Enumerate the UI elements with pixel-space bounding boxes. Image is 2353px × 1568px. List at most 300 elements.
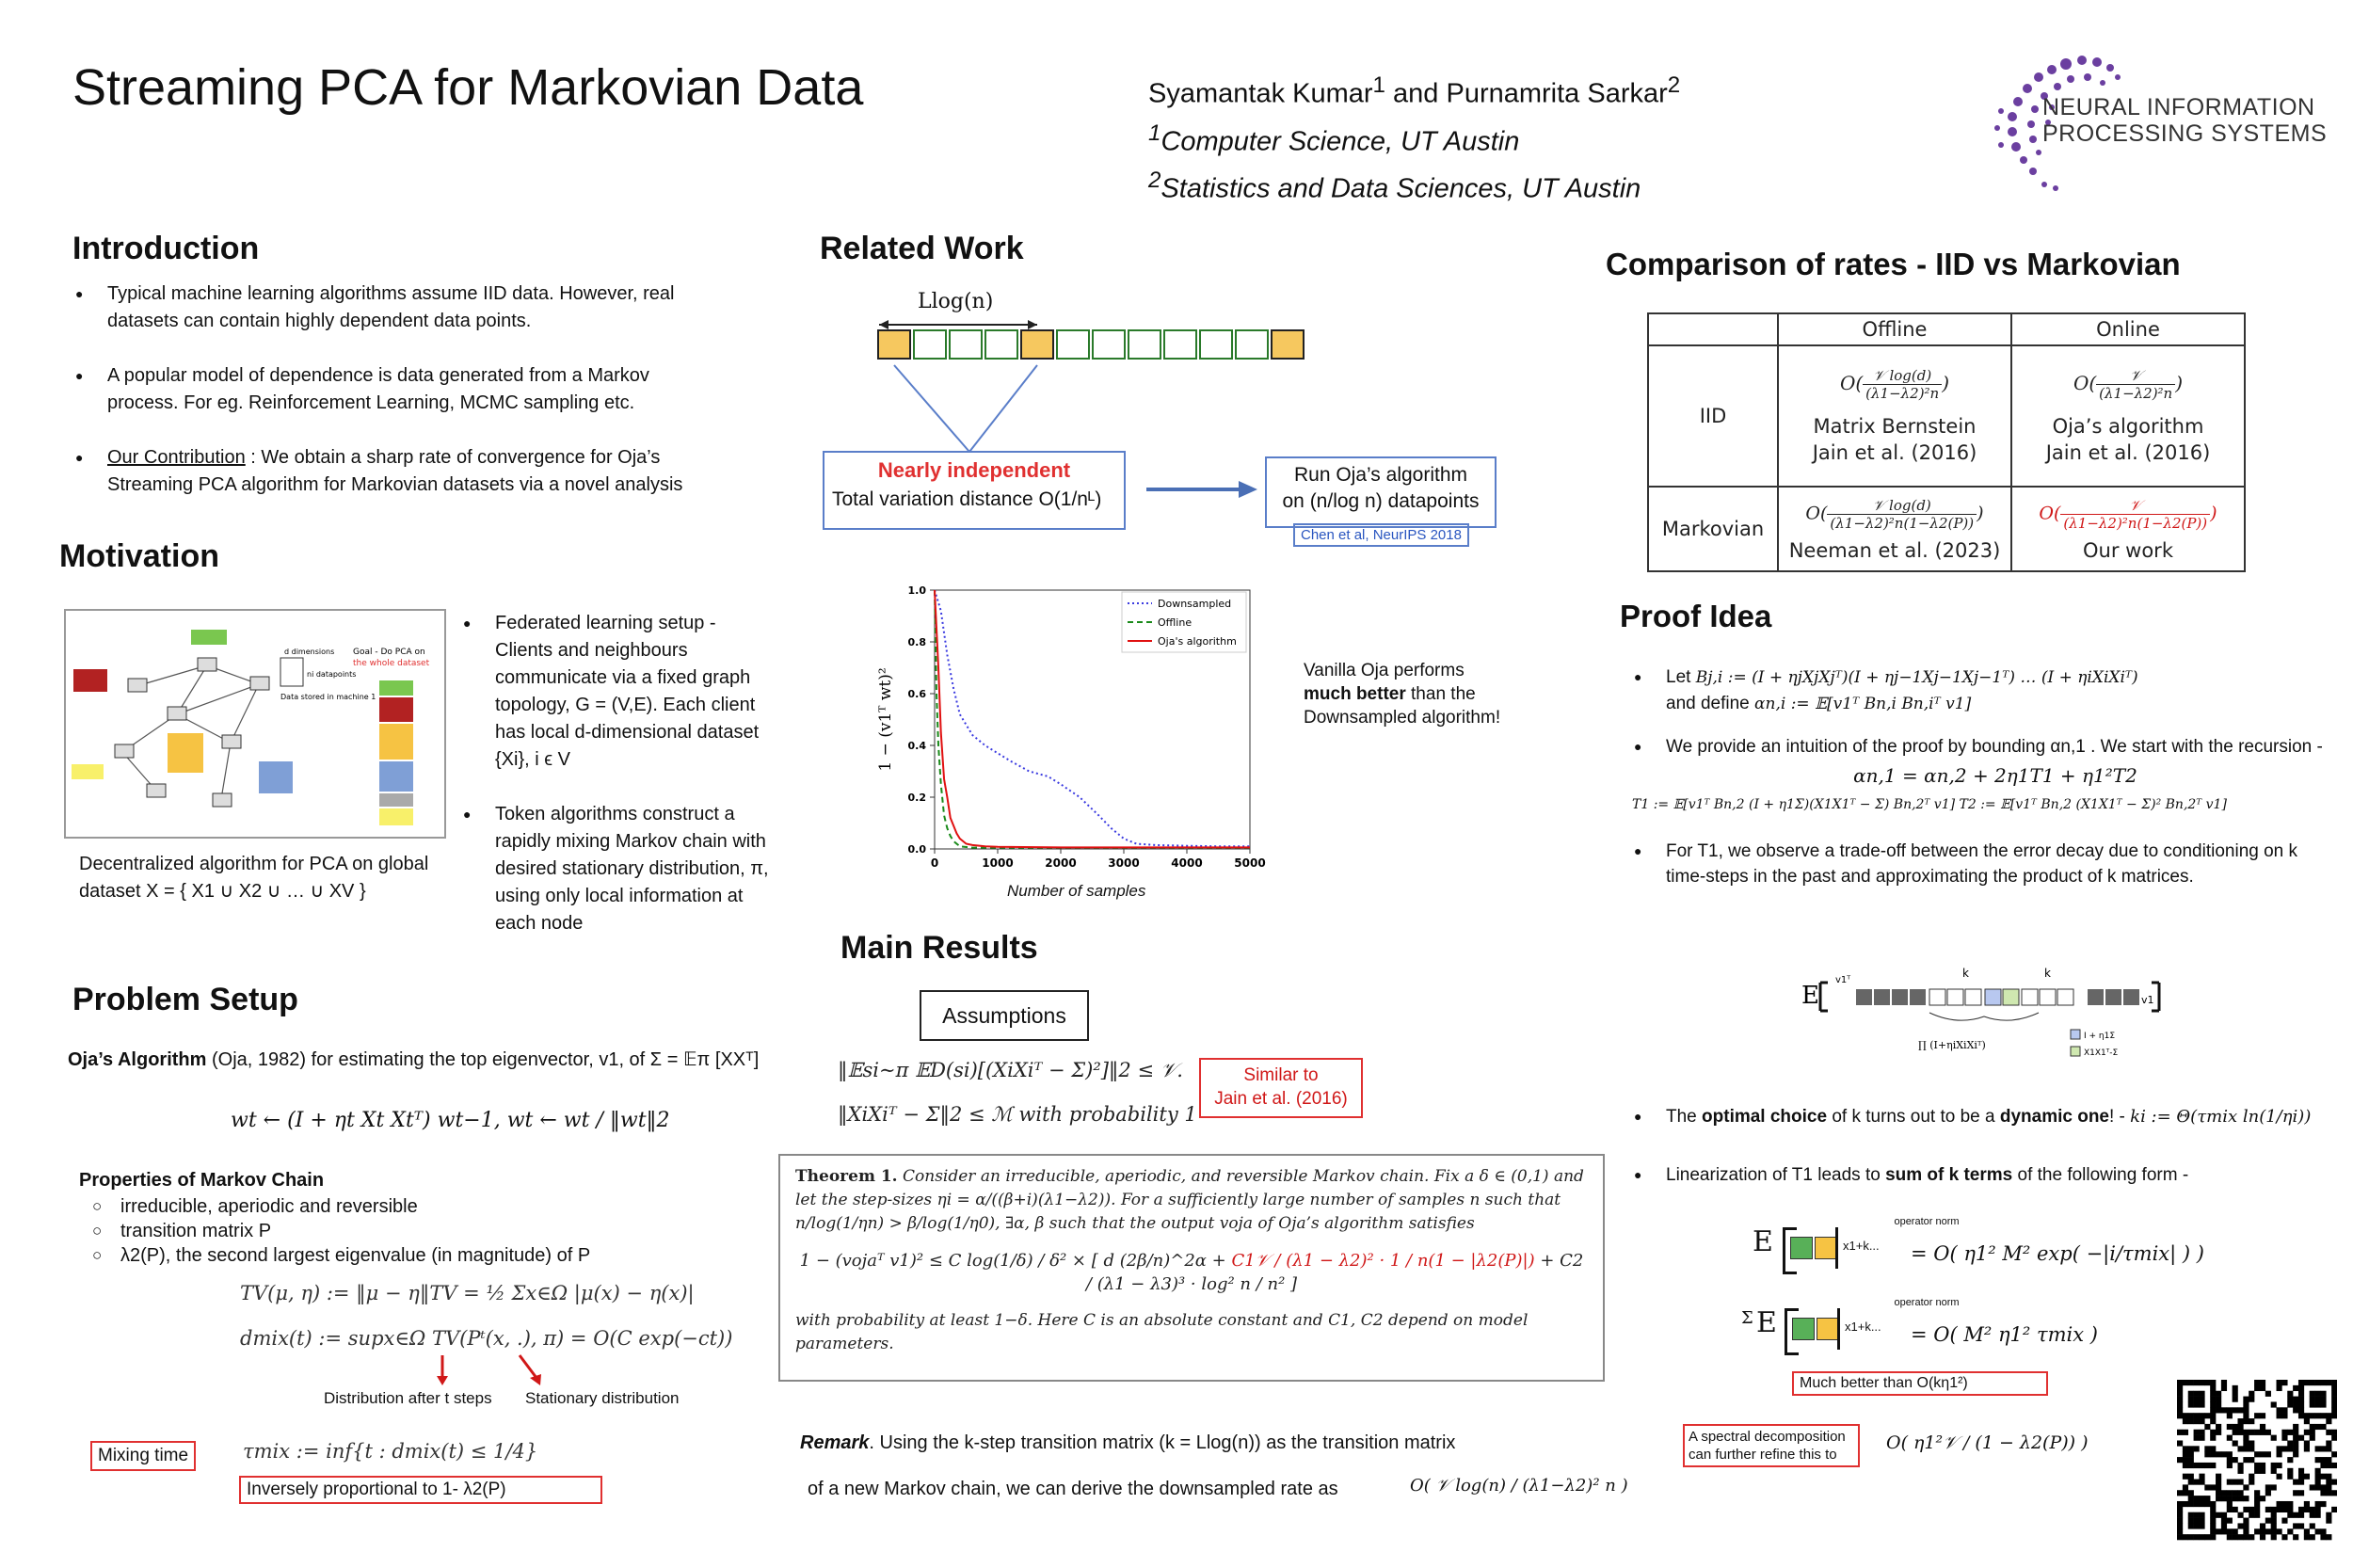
qr-module [2293,1424,2298,1430]
qr-module [2249,1534,2254,1540]
qr-module [2210,1391,2216,1397]
qr-module [2210,1501,2216,1507]
run-oja-line1: Run Oja’s algorithm [1293,464,1468,486]
qr-module [2237,1463,2243,1468]
qr-module [2281,1518,2287,1524]
svg-text:I + η1Σ: I + η1Σ [2084,1032,2116,1041]
qr-module [2194,1496,2200,1501]
client-data-red [73,669,107,692]
qr-module [2249,1391,2254,1397]
qr-module [2243,1446,2249,1451]
qr-module [2188,1490,2194,1496]
spectral-line1: A spectral decomposition [1689,1429,1846,1445]
qr-module [2326,1413,2331,1418]
qr-module [2293,1401,2298,1407]
qr-module [2216,1451,2221,1457]
qr-module [2188,1380,2194,1385]
qr-module [2281,1534,2287,1540]
iid-offline-name: Matrix Bernstein [1813,414,1977,438]
remark-rate: O( 𝒱 log(n) / (λ1−λ2)² n ) [1410,1476,1628,1496]
qr-module [2188,1391,2194,1397]
qr-module [2298,1468,2304,1474]
oja-update-eq: wt ← (I + ηt Xt Xtᵀ) wt−1, wt ← wt / ‖wt‖2 [231,1109,670,1132]
qr-module [2199,1496,2204,1501]
qr-module [2249,1512,2254,1518]
qr-module [2177,1518,2183,1524]
qr-module [2243,1413,2249,1418]
qr-module [2227,1501,2233,1507]
qr-module [2243,1397,2249,1402]
qr-module [2210,1463,2216,1468]
qr-module [2221,1528,2227,1534]
remark-label: Remark [800,1432,870,1453]
qr-module [2287,1474,2293,1480]
qr-module [2216,1490,2221,1496]
proof-bullets [1632,664,2325,897]
linearization-eq-2: Σ E x1+k... operator norm = O( M² η1² τmix ) [1741,1295,2231,1380]
tv-eq: TV(μ, η) := ‖μ − η‖TV = ½ Σx∈Ω |μ(x) − η(x)| [240,1282,695,1304]
qr-module [2199,1435,2204,1441]
qr-module [2298,1474,2304,1480]
qr-module [2310,1380,2315,1385]
qr-module [2188,1446,2194,1451]
oja-label: Oja’s Algorithm [68,1049,207,1070]
qr-module [2177,1507,2183,1512]
prop-1: ○ irreducible, aperiodic and reversible [120,1194,794,1219]
spectral-box [1683,1424,1860,1467]
qr-module [2260,1413,2265,1418]
row-markovian: Markovian [1648,487,1778,571]
convergence-plot [855,579,1269,899]
qr-module [2233,1430,2238,1435]
qr-module [2227,1534,2233,1540]
iid-online-den: (λ1−λ2)²n [2099,384,2173,402]
qr-module [2298,1507,2304,1512]
qr-module [2320,1490,2326,1496]
qr-module [2293,1512,2298,1518]
qr-module [2233,1507,2238,1512]
qr-module [2233,1528,2238,1534]
qr-module [2216,1484,2221,1490]
qr-module [2243,1507,2249,1512]
qr-module [2199,1474,2204,1480]
qr-module [2210,1435,2216,1441]
qr-module [2183,1463,2188,1468]
intro-section [73,280,713,526]
qr-module [2320,1413,2326,1418]
client-data-green [191,630,227,645]
qr-module [2199,1418,2204,1424]
recursion-eq: αn,1 = αn,2 + 2η1T1 + η1²T2 [1853,764,2137,787]
proof-let: Let [1666,667,1691,687]
svg-text:v1ᵀ: v1ᵀ [1835,975,1851,985]
qr-module [2227,1451,2233,1457]
qr-module [2204,1446,2210,1451]
qr-module [2237,1496,2243,1501]
qr-module [2277,1407,2282,1413]
qr-module [2237,1418,2243,1424]
qr-module [2331,1507,2337,1512]
qr-module [2331,1430,2337,1435]
qr-module [2265,1451,2271,1457]
qr-module [2260,1424,2265,1430]
qr-module [2199,1413,2204,1418]
qr-module [2227,1490,2233,1496]
qr-module [2177,1401,2183,1407]
qr-module [2265,1518,2271,1524]
remark-text: . Using the k-step transition matrix (k = Llog(n)) as the transition matrix [869,1432,1456,1453]
qr-module [2194,1413,2200,1418]
qr-code[interactable] [2177,1380,2337,1542]
prop-2: ○ transition matrix P [120,1219,794,1243]
qr-module [2320,1484,2326,1490]
qr-module [2216,1528,2221,1534]
qr-module [2320,1501,2326,1507]
x-tick-label: 2000 [1045,856,1077,870]
iid-offline-num: 𝒱 log(d) [1863,367,1942,385]
qr-module [2188,1451,2194,1457]
y-tick-label: 0.0 [907,843,926,856]
qr-module [2326,1484,2331,1490]
dmix-eq: dmix(t) := supx∈Ω TV(Pᵗ(x, .), π) = O(C exp(−ct)) [240,1327,733,1350]
qr-module [2254,1496,2260,1501]
qr-module [2233,1490,2238,1496]
convergence-chart [855,579,1269,908]
qr-module [2227,1435,2233,1441]
k-label-1: k [1962,967,1969,980]
qr-module [2194,1501,2200,1507]
qr-module [2293,1397,2298,1402]
iid-online-cite: Jain et al. (2016) [2045,440,2211,464]
qr-module [2326,1446,2331,1451]
qr-module [2243,1496,2249,1501]
legend-label-0: Downsampled [1158,598,1232,610]
qr-module [2304,1501,2310,1507]
chen-citation: Chen et al, NeurIPS 2018 [1293,523,1469,547]
qr-module [2265,1490,2271,1496]
qr-module [2298,1397,2304,1402]
qr-module [2210,1380,2216,1385]
qr-module [2271,1401,2277,1407]
qr-module [2237,1490,2243,1496]
qr-module [2304,1534,2310,1540]
arrow-label-1: Distribution after t steps [324,1389,492,1407]
qr-module [2216,1512,2221,1518]
qr-module [2315,1424,2321,1430]
qr-module [2265,1528,2271,1534]
qr-module [2326,1512,2331,1518]
similar-line1: Similar to [1243,1065,1319,1085]
assumption-1: ‖𝔼si∼π 𝔼D(si)[(XiXiᵀ − Σ)²]‖2 ≤ 𝒱. [838,1059,1183,1081]
theorem-eq-red: C1𝒱 / (λ1 − λ2)² · 1 / n(1 − |λ2(P)|) [1231,1251,1535,1271]
contribution-link: Our Contribution [107,447,246,468]
qr-module [2287,1440,2293,1446]
qr-module [2304,1380,2310,1385]
qr-module [2233,1440,2238,1446]
qr-module [2194,1418,2200,1424]
qr-module [2293,1490,2298,1496]
qr-module [2277,1528,2282,1534]
proof-bullet-5: ● Linearization of T1 leads to sum of k terms of the following form - [1634,1165,2189,1185]
qr-module [2298,1413,2304,1418]
qr-module [2227,1480,2233,1485]
qr-module [2315,1480,2321,1485]
qr-module [2233,1397,2238,1402]
qr-module [2194,1463,2200,1468]
qr-module [2326,1463,2331,1468]
qr-module [2331,1490,2337,1496]
stored-label: Data stored in machine 1 [280,693,376,701]
qr-module [2243,1523,2249,1528]
iid-online-num: 𝒱 [2096,367,2175,385]
qr-module [2210,1385,2216,1391]
qr-module [2298,1480,2304,1485]
qr-module [2194,1397,2200,1402]
intro-heading: Introduction [72,231,260,266]
qr-module [2233,1480,2238,1485]
qr-module [2177,1523,2183,1528]
qr-module [2243,1418,2249,1424]
qr-module [2331,1397,2337,1402]
qr-module [2326,1480,2331,1485]
qr-module [2177,1385,2183,1391]
qr-module [2271,1507,2277,1512]
proof-bji-eq: Bj,i := (I + ηjXjXjᵀ)(I + ηj−1Xj−1Xj−1ᵀ) … (I + ηiXiXiᵀ) [1695,668,2138,687]
motivation-bullet-1: ● Federated learning setup - Clients and neighbours communicate via a fixed graph topology, G = (V,E). Each client has local d-dimensional dataset {Xi}, i ϵ V [495,610,772,774]
qr-module [2249,1440,2254,1446]
qr-module [2227,1496,2233,1501]
x-tick-label: 4000 [1171,856,1203,870]
poster-title: Streaming PCA for Markovian Data [72,59,864,116]
prop-3: ○ λ2(P), the second largest eigenvalue (in magnitude) of P [120,1243,794,1268]
qr-module [2287,1512,2293,1518]
qr-module [2177,1528,2183,1534]
intro-bullet-2: ● A popular model of dependence is data generated from a Markov process. For eg. Reinforcement Learning, MCMC sampling etc. [107,362,713,417]
qr-module [2315,1507,2321,1512]
qr-module [2233,1424,2238,1430]
linearization-post: of the following form - [2012,1165,2189,1185]
qr-module [2243,1430,2249,1435]
qr-module [2216,1401,2221,1407]
row-iid: IID [1648,345,1778,487]
col-online: Online [2011,313,2245,345]
qr-module [2249,1418,2254,1424]
qr-module [2183,1457,2188,1463]
svg-text:E: E [1801,982,1819,1010]
qr-module [2287,1528,2293,1534]
qr-module [2210,1418,2216,1424]
qr-module [2298,1523,2304,1528]
qr-module [2310,1424,2315,1430]
qr-module [2188,1457,2194,1463]
tv-distance-label: Total variation distance O(1/nᴸ) [832,488,1102,510]
qr-module [2227,1463,2233,1468]
qr-module [2265,1507,2271,1512]
mixing-time-label: Mixing time [90,1441,196,1471]
qr-module [2293,1385,2298,1391]
qr-module [2287,1401,2293,1407]
series-line-0 [935,590,1250,846]
qr-module [2183,1501,2188,1507]
arrows-icon [414,1353,565,1391]
svg-text:X1X1ᵀ-Σ: X1X1ᵀ-Σ [2084,1048,2119,1058]
qr-module [2293,1523,2298,1528]
qr-module [2210,1507,2216,1512]
qr-module [2237,1407,2243,1413]
qr-module [2271,1523,2277,1528]
qr-module [2287,1391,2293,1397]
qr-module [2315,1501,2321,1507]
qr-module [2199,1518,2204,1524]
iid-online-name: Oja’s algorithm [2052,414,2204,438]
qr-module [2326,1380,2331,1385]
qr-module [2254,1490,2260,1496]
qr-module [2271,1528,2277,1534]
qr-module [2194,1523,2200,1528]
optimal-post: ! - [2109,1107,2125,1127]
qr-module [2326,1490,2331,1496]
qr-module [2183,1380,2188,1385]
qr-module [2310,1397,2315,1402]
ddim-label: d dimensions [284,648,335,656]
qr-module [2304,1507,2310,1512]
qr-module [2233,1457,2238,1463]
qr-module [2277,1413,2282,1418]
logo-text-1: NEURAL INFORMATION [2042,94,2315,120]
qr-module [2221,1490,2227,1496]
qr-module [2265,1484,2271,1490]
qr-module [2233,1496,2238,1501]
related-arrows [819,361,1120,456]
right-arrow-icon [1146,478,1259,501]
qr-module [2216,1496,2221,1501]
inverse-note: Inversely proportional to 1- λ2(P) [239,1476,602,1504]
qr-module [2287,1457,2293,1463]
vanilla-note-1: Vanilla Oja performs [1304,661,1465,680]
qr-module [2260,1528,2265,1534]
linearization-bold: sum of k terms [1885,1165,2013,1185]
k-chain-diagram [1798,964,2174,1067]
qr-module [2287,1468,2293,1474]
qr-module [2271,1512,2277,1518]
proof-bullet-3: ● For T1, we observe a trade-off between the error decay due to conditioning on k time-steps in the past and approximating the product of k matrices. [1666,839,2325,889]
qr-module [2199,1380,2204,1385]
qr-module [2271,1468,2277,1474]
qr-module [2254,1430,2260,1435]
theorem-footer: with probability at least 1−δ. Here C is an absolute constant and C1, C2 depend on model parameters. [795,1311,1529,1353]
optimal-mid: of k turns out to be a [1827,1107,2000,1127]
qr-module [2243,1407,2249,1413]
qr-module [2188,1463,2194,1468]
qr-module [2183,1451,2188,1457]
qr-module [2331,1380,2337,1385]
qr-module [2177,1440,2183,1446]
qr-module [2227,1518,2233,1524]
qr-module [2243,1528,2249,1534]
qr-module [2277,1507,2282,1512]
qr-module [2188,1480,2194,1485]
setup-heading: Problem Setup [72,982,298,1017]
qr-module [2194,1430,2200,1435]
network-graph [66,611,444,837]
qr-module [2287,1397,2293,1402]
nearly-independent-box [823,451,1126,530]
props-heading: Properties of Markov Chain [79,1170,325,1191]
oja-statement [68,1047,811,1074]
qr-module [2194,1512,2200,1518]
qr-module [2216,1480,2221,1485]
qr-module [2254,1413,2260,1418]
qr-module [2293,1430,2298,1435]
qr-module [2216,1424,2221,1430]
qr-module [2265,1430,2271,1435]
qr-module [2320,1528,2326,1534]
ki-eq: ki := Θ(τmix ln(1/ηi)) [2130,1107,2312,1127]
qr-module [2227,1457,2233,1463]
nearly-independent-label: Nearly independent [877,458,1071,482]
qr-module [2194,1380,2200,1385]
qr-module [2183,1430,2188,1435]
motivation-bullet-2: ● Token algorithms construct a rapidly mixing Markov chain with desired stationary distribution, π, using only local information at each node [495,801,772,937]
qr-module [2249,1397,2254,1402]
qr-module [2277,1501,2282,1507]
k-label-2: k [2044,967,2051,980]
oja-description: (Oja, 1982) for estimating the top eigenvector, v1, of Σ = 𝔼π [XXᵀ] [206,1049,760,1070]
qr-module [2260,1451,2265,1457]
qr-module [2277,1463,2282,1468]
mk-online-cite: Our work [2083,538,2173,562]
qr-module [2298,1380,2304,1385]
qr-module [2326,1440,2331,1446]
qr-module [2293,1440,2298,1446]
federated-diagram [64,609,446,839]
qr-module [2331,1401,2337,1407]
mk-online-num: 𝒱 [2060,497,2210,515]
client-data-yellow [168,733,203,773]
iid-offline-cite: Jain et al. (2016) [1812,440,1977,464]
qr-module [2331,1407,2337,1413]
similar-line2: Jain et al. (2016) [1214,1089,1348,1109]
svg-text:v1: v1 [2141,994,2154,1006]
qr-module [2188,1534,2194,1540]
qr-module [2304,1446,2310,1451]
qr-module [2277,1385,2282,1391]
proof-alpha-eq: αn,i := 𝔼[v1ᵀ Bn,i Bn,iᵀ v1] [1754,695,1972,713]
qr-module [2233,1534,2238,1540]
qr-module [2210,1451,2216,1457]
proof-define: and define [1666,694,1750,713]
qr-module [2199,1480,2204,1485]
qr-module [2287,1507,2293,1512]
qr-module [2249,1507,2254,1512]
qr-module [2281,1435,2287,1441]
qr-module [2271,1484,2277,1490]
qr-module [2254,1463,2260,1468]
qr-module [2216,1397,2221,1402]
qr-module [2254,1380,2260,1385]
qr-module [2210,1401,2216,1407]
qr-module [2265,1391,2271,1397]
proof-bullet-2 [1632,734,2325,818]
qr-module [2298,1401,2304,1407]
qr-module [2183,1446,2188,1451]
qr-module [2298,1391,2304,1397]
qr-module [2315,1397,2321,1402]
qr-module [2210,1512,2216,1518]
qr-module [2260,1430,2265,1435]
results-heading: Main Results [840,930,1038,966]
qr-module [2204,1534,2210,1540]
